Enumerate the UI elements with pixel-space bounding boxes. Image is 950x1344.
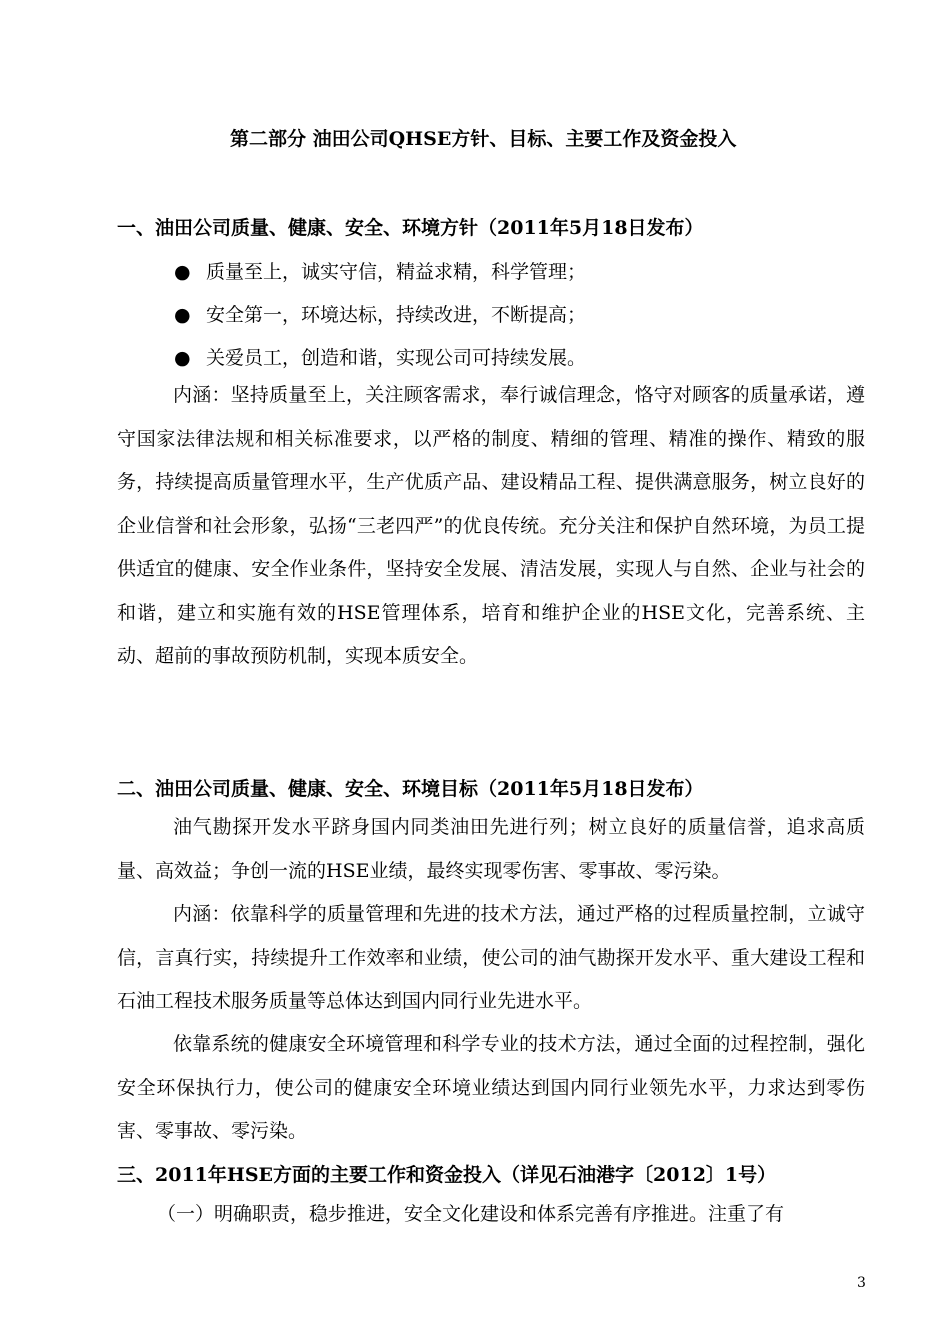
section2-paragraph-2: 内涵：依靠科学的质量管理和先进的技术方法，通过严格的过程质量控制，立诚守信，言真行实，持续提升工作效率和业绩，使公司的油气勘探开发水平、重大建设工程和石油工程技术服务质量等总体达到国内同行业先进水平。	[117, 903, 865, 1012]
section3-paragraph-1: （一）明确职责，稳步推进，安全文化建设和体系完善有序推进。注重了有	[157, 1203, 785, 1225]
bullet-text: 质量至上，诚实守信，精益求精，科学管理；	[206, 261, 587, 283]
bullet-icon: ●	[174, 261, 191, 283]
list-item	[174, 300, 874, 327]
bullet-text: 安全第一，环境达标，持续改进，不断提高；	[206, 304, 587, 326]
section1-heading: 一、油田公司质量、健康、安全、环境方针（2011年5月18日发布）	[117, 217, 704, 239]
section2-paragraph-1: 油气勘探开发水平跻身国内同类油田先进行列；树立良好的质量信誉，追求高质量、高效益；争创一流的HSE业绩，最终实现零伤害、零事故、零污染。	[117, 816, 865, 882]
section1-paragraph: 内涵：坚持质量至上，关注顾客需求，奉行诚信理念，恪守对顾客的质量承诺，遵守国家法律法规和相关标准要求，以严格的制度、精细的管理、精准的操作、精致的服务，持续提高质量管理水平，生产优质产品、建设精品工程、提供满意服务，树立良好的企业信誉和社会形象，弘扬“三老四严”的优良传统。充分关注和保护自然环境，为员工提供适宜的健康、安全作业条件，坚持安全发展、清洁发展，实现人与自然、企业与社会的和谐，建立和实施有效的HSE管理体系，培育和维护企业的HSE文化，完善系统、主动、超前的事故预防机制，实现本质安全。	[117, 384, 865, 667]
list-item	[174, 343, 874, 370]
section2-paragraph-3: 依靠系统的健康安全环境管理和科学专业的技术方法，通过全面的过程控制，强化安全环保执行力，使公司的健康安全环境业绩达到国内同行业领先水平，力求达到零伤害、零事故、零污染。	[117, 1033, 865, 1142]
page-number: 3	[857, 1275, 866, 1291]
list-item	[174, 257, 874, 284]
section2-heading: 二、油田公司质量、健康、安全、环境目标（2011年5月18日发布）	[117, 778, 704, 800]
bullet-icon: ●	[174, 347, 191, 369]
section3-heading: 三、2011年HSE方面的主要工作和资金投入（详见石油港字〔2012〕1号）	[117, 1164, 777, 1186]
bullet-text: 关爱员工，创造和谐，实现公司可持续发展。	[206, 347, 587, 369]
bullet-icon: ●	[174, 304, 191, 326]
page-title: 第二部分 油田公司QHSE方针、目标、主要工作及资金投入	[230, 128, 737, 150]
